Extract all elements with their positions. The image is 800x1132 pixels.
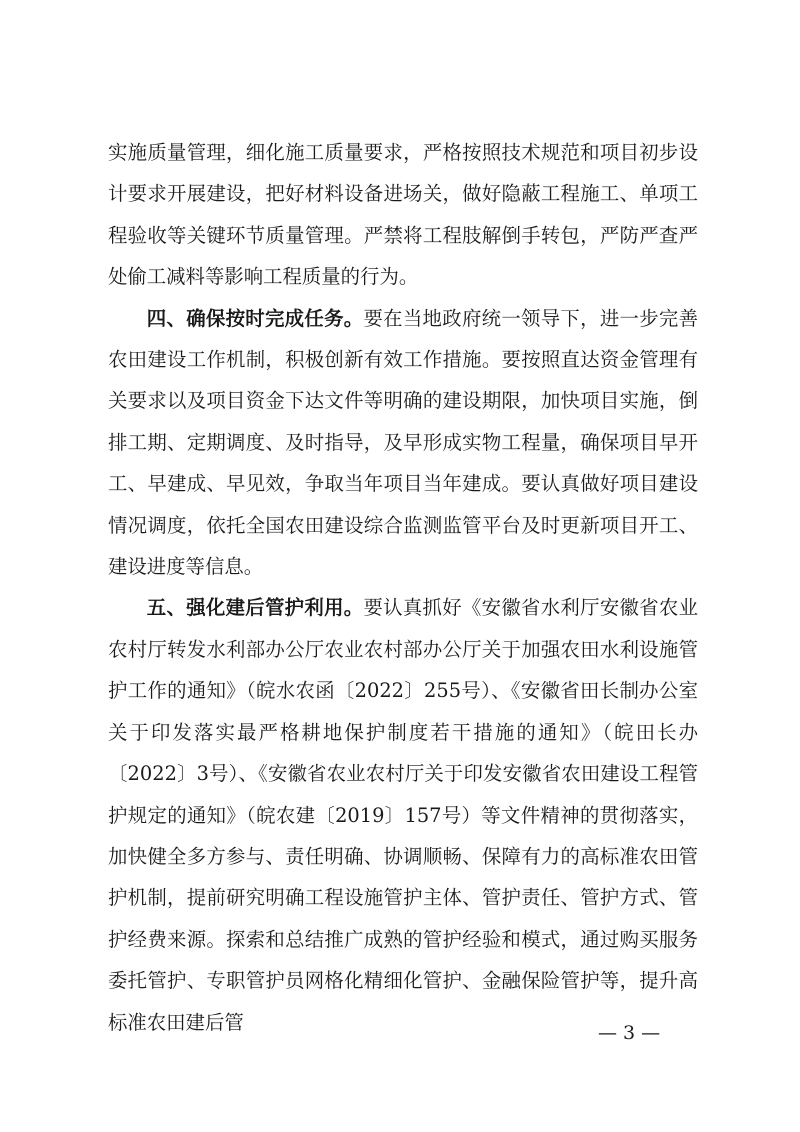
section-5-body: 要认真抓好《安徽省水利厅安徽省农业农村厅转发水利部办公厅农业农村部办公厅关于加强农田水利设施管护工作的通知》（皖水农函〔2022〕255号）、《安徽省田长制办公室关于印发落实最严格耕地保护制度若干措施的通知》（皖田长办〔2022〕3号）、《安徽省农业农村厅关于印发安徽省农田建设工程管护规定的通知》（皖农建〔2019〕157号）等文件精神的贯彻落实，加快健全多方参与、责任明确、协调顺畅、保障有力的高标准农田管护机制，提前研究明确工程设施管护主体、管护责任、管护方式、管护经费来源。探索和总结推广成熟的管护经验和模式，通过购买服务委托管护、专职管护员网格化精细化管护、金融保险管护等，提升高标准农田建后管	[108, 596, 699, 1034]
section-4-paragraph	[108, 298, 698, 588]
page-number: — 3 —	[598, 1022, 661, 1044]
section-5-heading: 五、强化建后管护利用。	[146, 596, 364, 620]
section-5-paragraph	[108, 587, 698, 1042]
document-body	[108, 132, 698, 1043]
paragraph-quality-management: 实施质量管理，细化施工质量要求，严格按照技术规范和项目初步设计要求开展建设，把好材料设备进场关，做好隐蔽工程施工、单项工程验收等关键环节质量管理。严禁将工程肢解倒手转包，严防严查严处偷工减料等影响工程质量的行为。	[108, 141, 698, 289]
section-4-body: 要在当地政府统一领导下，进一步完善农田建设工作机制，积极创新有效工作措施。要按照直达资金管理有关要求以及项目资金下达文件等明确的建设期限，加快项目实施，倒排工期、定期调度、及时指导，及早形成实物工程量，确保项目早开工、早建成、早见效，争取当年项目当年建成。要认真做好项目建设情况调度，依托全国农田建设综合监测监管平台及时更新项目开工、建设进度等信息。	[108, 306, 699, 579]
section-4-heading: 四、确保按时完成任务。	[146, 306, 364, 330]
